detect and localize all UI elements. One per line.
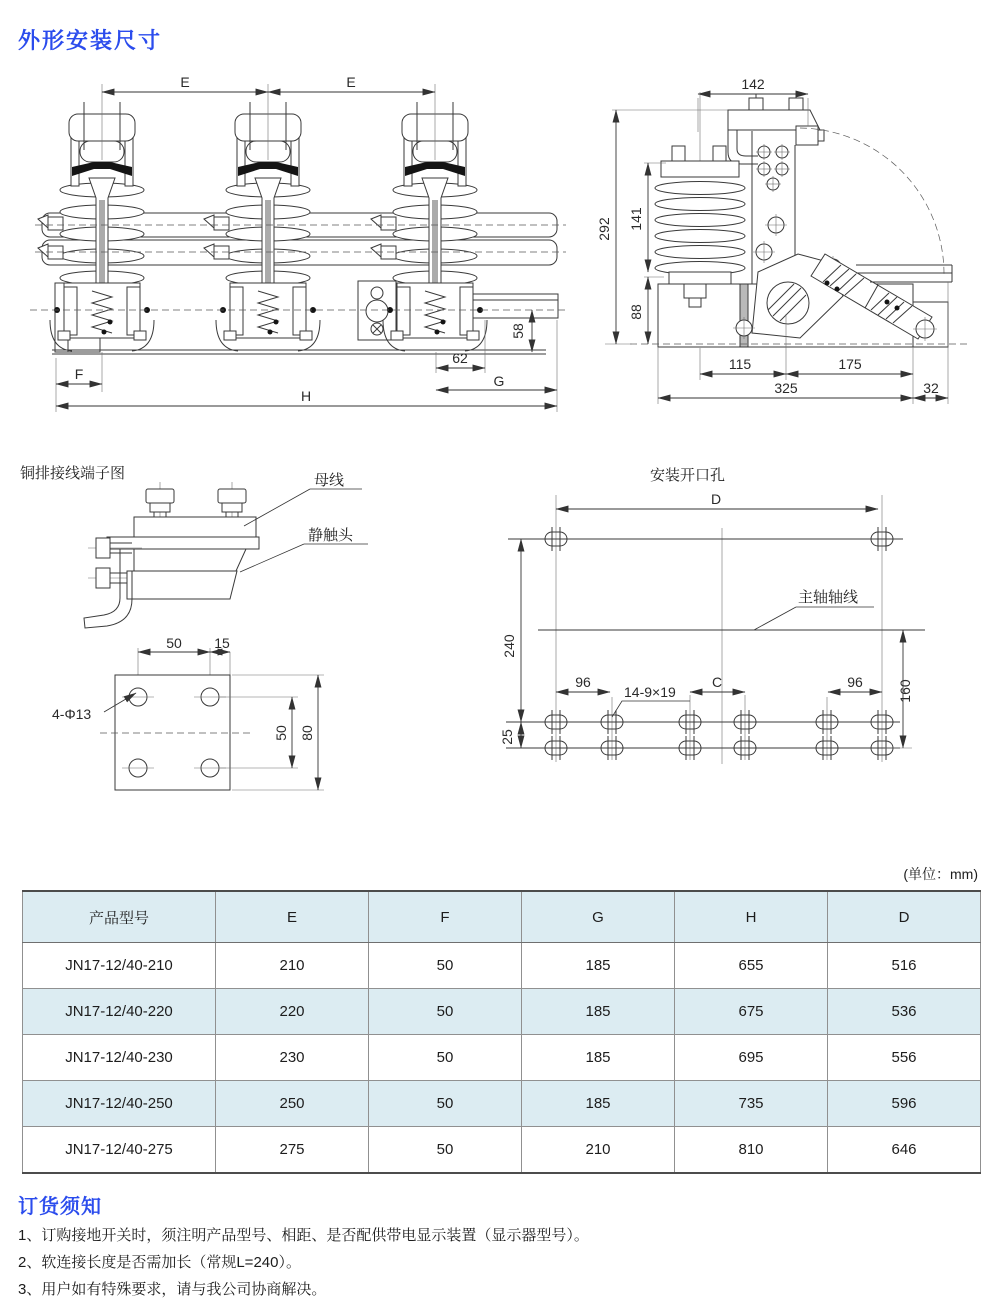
dim-142: 142: [741, 76, 765, 92]
page-title: 外形安装尺寸: [18, 28, 163, 53]
cell-h: 655: [675, 943, 828, 989]
cell-model: JN17-12/40-250: [23, 1081, 216, 1127]
table-row: [23, 1081, 981, 1127]
cell-d: 646: [828, 1127, 981, 1174]
col-header-e: E: [216, 891, 369, 943]
cell-f: 50: [369, 989, 522, 1035]
dim-g: G: [493, 373, 505, 389]
dim-88: 88: [628, 304, 644, 320]
dim-f: F: [74, 366, 84, 382]
cell-g: 210: [522, 1127, 675, 1174]
cell-g: 185: [522, 1081, 675, 1127]
cell-e: 220: [216, 989, 369, 1035]
table-row: [23, 1035, 981, 1081]
cell-h: 735: [675, 1081, 828, 1127]
dim-96-left: 96: [575, 674, 591, 690]
static-contact-label: 静触头: [308, 527, 354, 544]
col-header-d: D: [828, 891, 981, 943]
notes-title: 订货须知: [18, 1196, 102, 1218]
dim-58: 58: [510, 323, 526, 339]
cell-e: 250: [216, 1081, 369, 1127]
cell-h: 810: [675, 1127, 828, 1174]
pivot-bolts: [753, 144, 790, 263]
col-header-model: 产品型号: [23, 891, 216, 943]
main-shaft-label: 主轴轴线: [798, 589, 859, 606]
dim-175: 175: [838, 356, 862, 372]
dim-96-right: 96: [847, 674, 863, 690]
unit-note: (单位：mm): [903, 866, 978, 882]
dim-50-right: 50: [273, 725, 289, 741]
cell-g: 185: [522, 1035, 675, 1081]
col-header-h: H: [675, 891, 828, 943]
dim-d: D: [710, 491, 722, 507]
cell-g: 185: [522, 989, 675, 1035]
cell-f: 50: [369, 943, 522, 989]
dim-292: 292: [596, 217, 612, 241]
cell-model: JN17-12/40-230: [23, 1035, 216, 1081]
dim-e-2: E: [346, 74, 356, 90]
terminal-diagram: [20, 465, 368, 628]
cell-e: 210: [216, 943, 369, 989]
dim-e-1: E: [180, 74, 190, 90]
table-row: [23, 1127, 981, 1174]
cell-d: 596: [828, 1081, 981, 1127]
mounting-holes-drawing: [499, 466, 925, 764]
side-view-drawing: [596, 76, 968, 404]
cell-f: 50: [369, 1127, 522, 1174]
dim-325: 325: [774, 380, 798, 396]
mounting-plate-drawing: [52, 635, 324, 790]
dim-32: 32: [923, 380, 939, 396]
slots-callout: 14-9×19: [624, 684, 676, 700]
cell-d: 536: [828, 989, 981, 1035]
cell-d: 556: [828, 1035, 981, 1081]
holes-callout: 4-Φ13: [52, 706, 92, 722]
note-item-3: 3、用户如有特殊要求，请与我公司协商解决。: [18, 1281, 327, 1298]
cell-d: 516: [828, 943, 981, 989]
table-row: [23, 989, 981, 1035]
cell-model: JN17-12/40-275: [23, 1127, 216, 1174]
dim-115: 115: [728, 356, 752, 372]
spec-table: [22, 890, 981, 1174]
front-view-drawing: [30, 74, 566, 412]
dim-15: 15: [214, 635, 230, 651]
cell-g: 185: [522, 943, 675, 989]
dim-141: 141: [628, 207, 644, 231]
dim-c: C: [711, 674, 723, 690]
busbar-label: 母线: [314, 472, 345, 489]
dim-h: H: [300, 388, 312, 404]
dim-25: 25: [499, 729, 515, 745]
dim-80: 80: [299, 725, 315, 741]
dim-160: 160: [897, 679, 913, 703]
note-item-1: 1、订购接地开关时，须注明产品型号、相距、是否配供带电显示装置（显示器型号）。: [18, 1227, 589, 1244]
dim-62: 62: [452, 350, 468, 366]
cell-e: 230: [216, 1035, 369, 1081]
cell-h: 675: [675, 989, 828, 1035]
terminal-diagram-title: 铜排接线端子图: [20, 465, 126, 482]
note-item-2: 2、软连接长度是否需加长（常规L=240）。: [18, 1254, 301, 1271]
col-header-f: F: [369, 891, 522, 943]
ordering-notes: [18, 1222, 589, 1303]
dim-50-top: 50: [166, 635, 182, 651]
cell-model: JN17-12/40-210: [23, 943, 216, 989]
cell-f: 50: [369, 1035, 522, 1081]
table-row: [23, 943, 981, 989]
mounting-holes-title: 安装开口孔: [650, 467, 726, 484]
cell-f: 50: [369, 1081, 522, 1127]
cell-h: 695: [675, 1035, 828, 1081]
cell-e: 275: [216, 1127, 369, 1174]
col-header-g: G: [522, 891, 675, 943]
spec-table-header-row: [23, 891, 981, 943]
dim-240: 240: [501, 634, 517, 658]
cell-model: JN17-12/40-220: [23, 989, 216, 1035]
